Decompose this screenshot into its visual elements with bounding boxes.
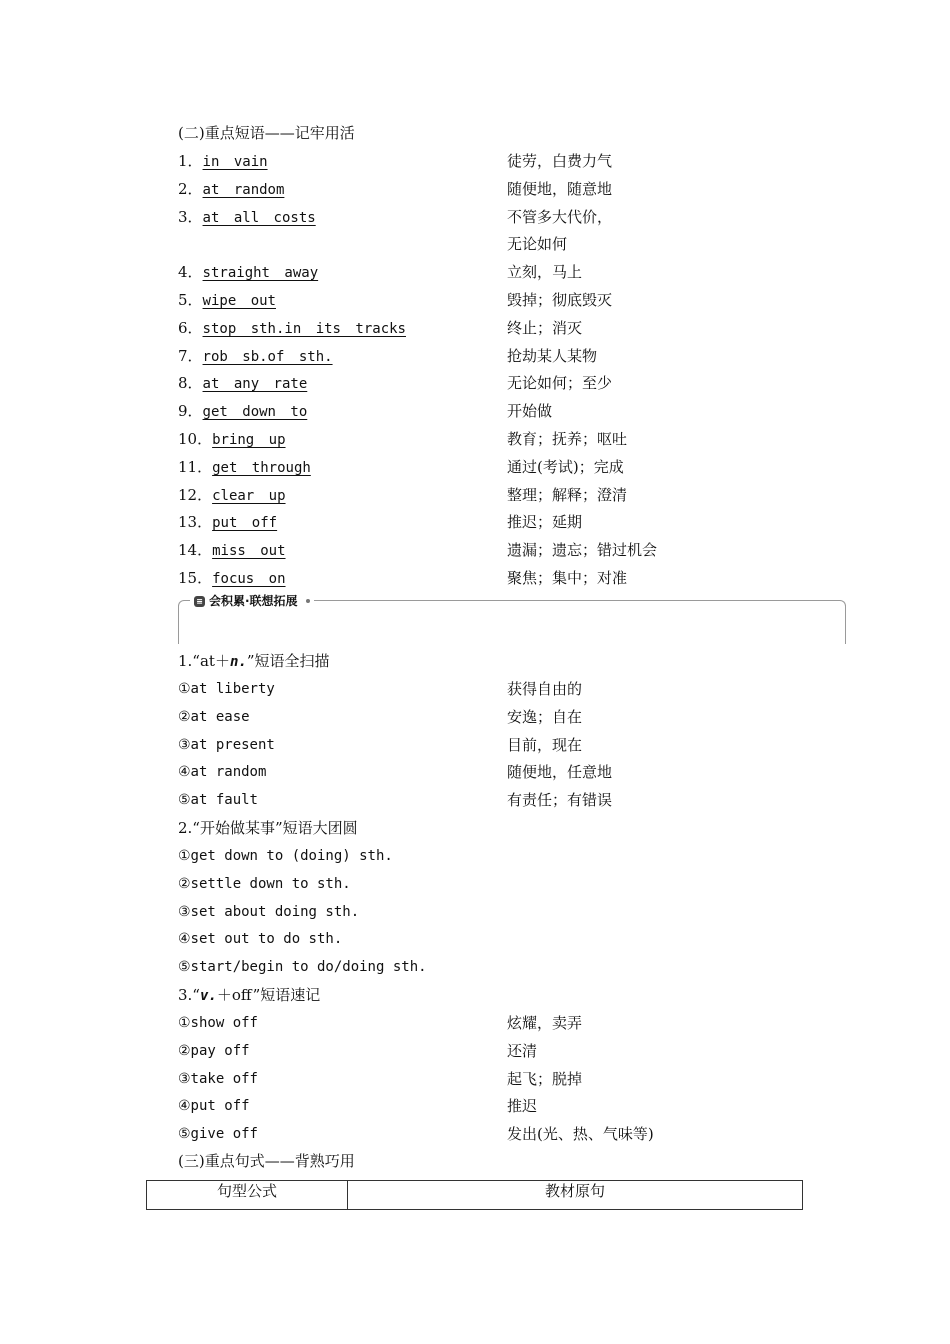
phrase-answer: put off xyxy=(212,515,278,532)
phrase-meaning: 聚焦；集中；对准 xyxy=(507,569,628,587)
section3-heading: (三)重点句式——背熟巧用 xyxy=(178,1152,355,1170)
item-number: 8． xyxy=(178,374,203,393)
list-item: ②pay off xyxy=(178,1042,250,1059)
phrase-meaning: 通过(考试)；完成 xyxy=(507,457,624,476)
list-item-meaning: 还清 xyxy=(507,1041,538,1060)
phrase-answer: miss out xyxy=(212,543,286,560)
group1-title-pre: 1.“at＋ xyxy=(178,652,230,670)
phrase-answer: rob sb.of sth. xyxy=(202,348,333,365)
phrase-meaning: 整理；解释；澄清 xyxy=(507,485,628,504)
item-number: 10． xyxy=(178,430,213,448)
list-item xyxy=(178,429,286,449)
item-number: 9． xyxy=(178,402,203,421)
phrase-meaning: 不管多大代价， xyxy=(507,207,613,226)
table-header-row xyxy=(147,1181,803,1210)
list-item-meaning: 起飞；脱掉 xyxy=(507,1069,583,1088)
list-item: ①at liberty xyxy=(178,681,275,697)
phrase-answer: stop sth.in its tracks xyxy=(202,320,406,337)
list-item-meaning: 推迟 xyxy=(507,1097,538,1116)
group3-title-post: ＋off”短语速记 xyxy=(216,986,321,1004)
phrase-meaning: 遗漏；遗忘；错过机会 xyxy=(507,541,658,560)
phrase-answer: clear up xyxy=(212,487,286,504)
group1-title xyxy=(178,651,329,671)
list-item xyxy=(178,540,286,560)
expand-box-tag xyxy=(190,593,314,609)
expand-box-label: 会积累·联想拓展 xyxy=(209,594,298,608)
phrase-answer: at all costs xyxy=(202,209,316,226)
group3-title-pre: 3.“ xyxy=(178,986,200,1004)
list-item xyxy=(178,401,307,421)
list-item: ①show off xyxy=(178,1015,258,1031)
item-number: 5． xyxy=(178,291,203,309)
list-item-meaning: 获得自由的 xyxy=(507,680,583,698)
item-number: 15． xyxy=(178,569,213,587)
phrase-meaning: 教育；抚养；呕吐 xyxy=(507,430,628,448)
list-item-meaning: 炫耀，卖弄 xyxy=(507,1014,583,1032)
group3-title-ital: v. xyxy=(199,988,217,1004)
item-number: 3． xyxy=(178,207,203,226)
item-number: 7． xyxy=(178,346,203,365)
phrase-answer: at random xyxy=(202,181,285,198)
section2-heading: (二)重点短语——记牢用活 xyxy=(178,124,355,142)
list-item: ⑤start/begin to do/doing sth. xyxy=(178,959,427,976)
phrase-meaning: 徒劳，白费力气 xyxy=(507,152,613,170)
list-item xyxy=(178,207,316,227)
list-item xyxy=(178,179,284,199)
phrase-meaning: 随便地，随意地 xyxy=(507,179,613,198)
book-icon: ≡ xyxy=(194,596,205,607)
item-number: 2． xyxy=(178,179,203,198)
list-item xyxy=(178,290,276,310)
sentence-table xyxy=(146,1180,803,1210)
phrase-meaning: 毁掉；彻底毁灭 xyxy=(507,291,613,309)
list-item: ②settle down to sth. xyxy=(178,875,351,892)
list-item: ④set out to do sth. xyxy=(178,931,343,948)
list-item-meaning: 有责任；有错误 xyxy=(507,791,613,810)
group2-title: 2.“开始做某事”短语大团圆 xyxy=(178,819,358,837)
phrase-meaning: 无论如何；至少 xyxy=(507,374,613,393)
list-item: ⑤give off xyxy=(178,1126,258,1143)
item-number: 6． xyxy=(178,318,203,337)
table-header-formula: 句型公式 xyxy=(147,1181,348,1210)
item-number: 14． xyxy=(178,541,213,560)
item-number: 11． xyxy=(178,457,213,476)
phrase-answer: in vain xyxy=(202,154,268,170)
phrase-meaning: 立刻，马上 xyxy=(507,263,583,282)
phrase-answer: bring up xyxy=(212,432,286,448)
phrase-answer: wipe out xyxy=(202,293,276,309)
item-number: 4． xyxy=(178,263,203,282)
item-number: 13． xyxy=(178,513,213,532)
group1-title-ital: n. xyxy=(229,654,247,670)
phrase-answer: straight away xyxy=(202,265,319,282)
list-item: ③take off xyxy=(178,1070,258,1087)
list-item: ③set about doing sth. xyxy=(178,903,360,920)
list-item xyxy=(178,346,333,366)
list-item-meaning: 发出(光、热、气味等) xyxy=(507,1125,654,1144)
list-item-meaning: 目前，现在 xyxy=(507,735,583,754)
list-item xyxy=(178,373,307,393)
list-item-meaning: 随便地，任意地 xyxy=(507,763,613,782)
phrase-meaning: 开始做 xyxy=(507,402,553,421)
phrase-meaning: 无论如何 xyxy=(507,235,568,254)
item-number: 12． xyxy=(178,485,213,504)
list-item: ③at present xyxy=(178,736,275,753)
table-header-original: 教材原句 xyxy=(348,1181,803,1210)
list-item xyxy=(178,485,286,505)
list-item xyxy=(178,457,311,477)
dot-icon xyxy=(306,599,310,603)
phrase-answer: at any rate xyxy=(202,376,308,393)
phrase-answer: get through xyxy=(212,459,311,476)
list-item xyxy=(178,568,286,588)
phrase-answer: get down to xyxy=(202,404,308,421)
list-item: ④at random xyxy=(178,764,267,781)
list-item: ②at ease xyxy=(178,708,250,725)
list-item: ④put off xyxy=(178,1098,250,1115)
list-item-meaning: 安逸；自在 xyxy=(507,707,583,726)
phrase-meaning: 抢劫某人某物 xyxy=(507,346,598,365)
phrase-answer: focus on xyxy=(212,571,286,587)
list-item: ⑤at fault xyxy=(178,792,258,809)
list-item xyxy=(178,262,318,282)
list-item xyxy=(178,151,268,171)
phrase-meaning: 终止；消灭 xyxy=(507,318,583,337)
phrase-meaning: 推迟；延期 xyxy=(507,513,583,532)
item-number: 1． xyxy=(178,152,203,170)
list-item: ①get down to (doing) sth. xyxy=(178,848,393,864)
list-item xyxy=(178,318,406,338)
group3-title xyxy=(178,985,320,1005)
group1-title-post: ”短语全扫描 xyxy=(246,652,330,670)
list-item xyxy=(178,512,277,532)
